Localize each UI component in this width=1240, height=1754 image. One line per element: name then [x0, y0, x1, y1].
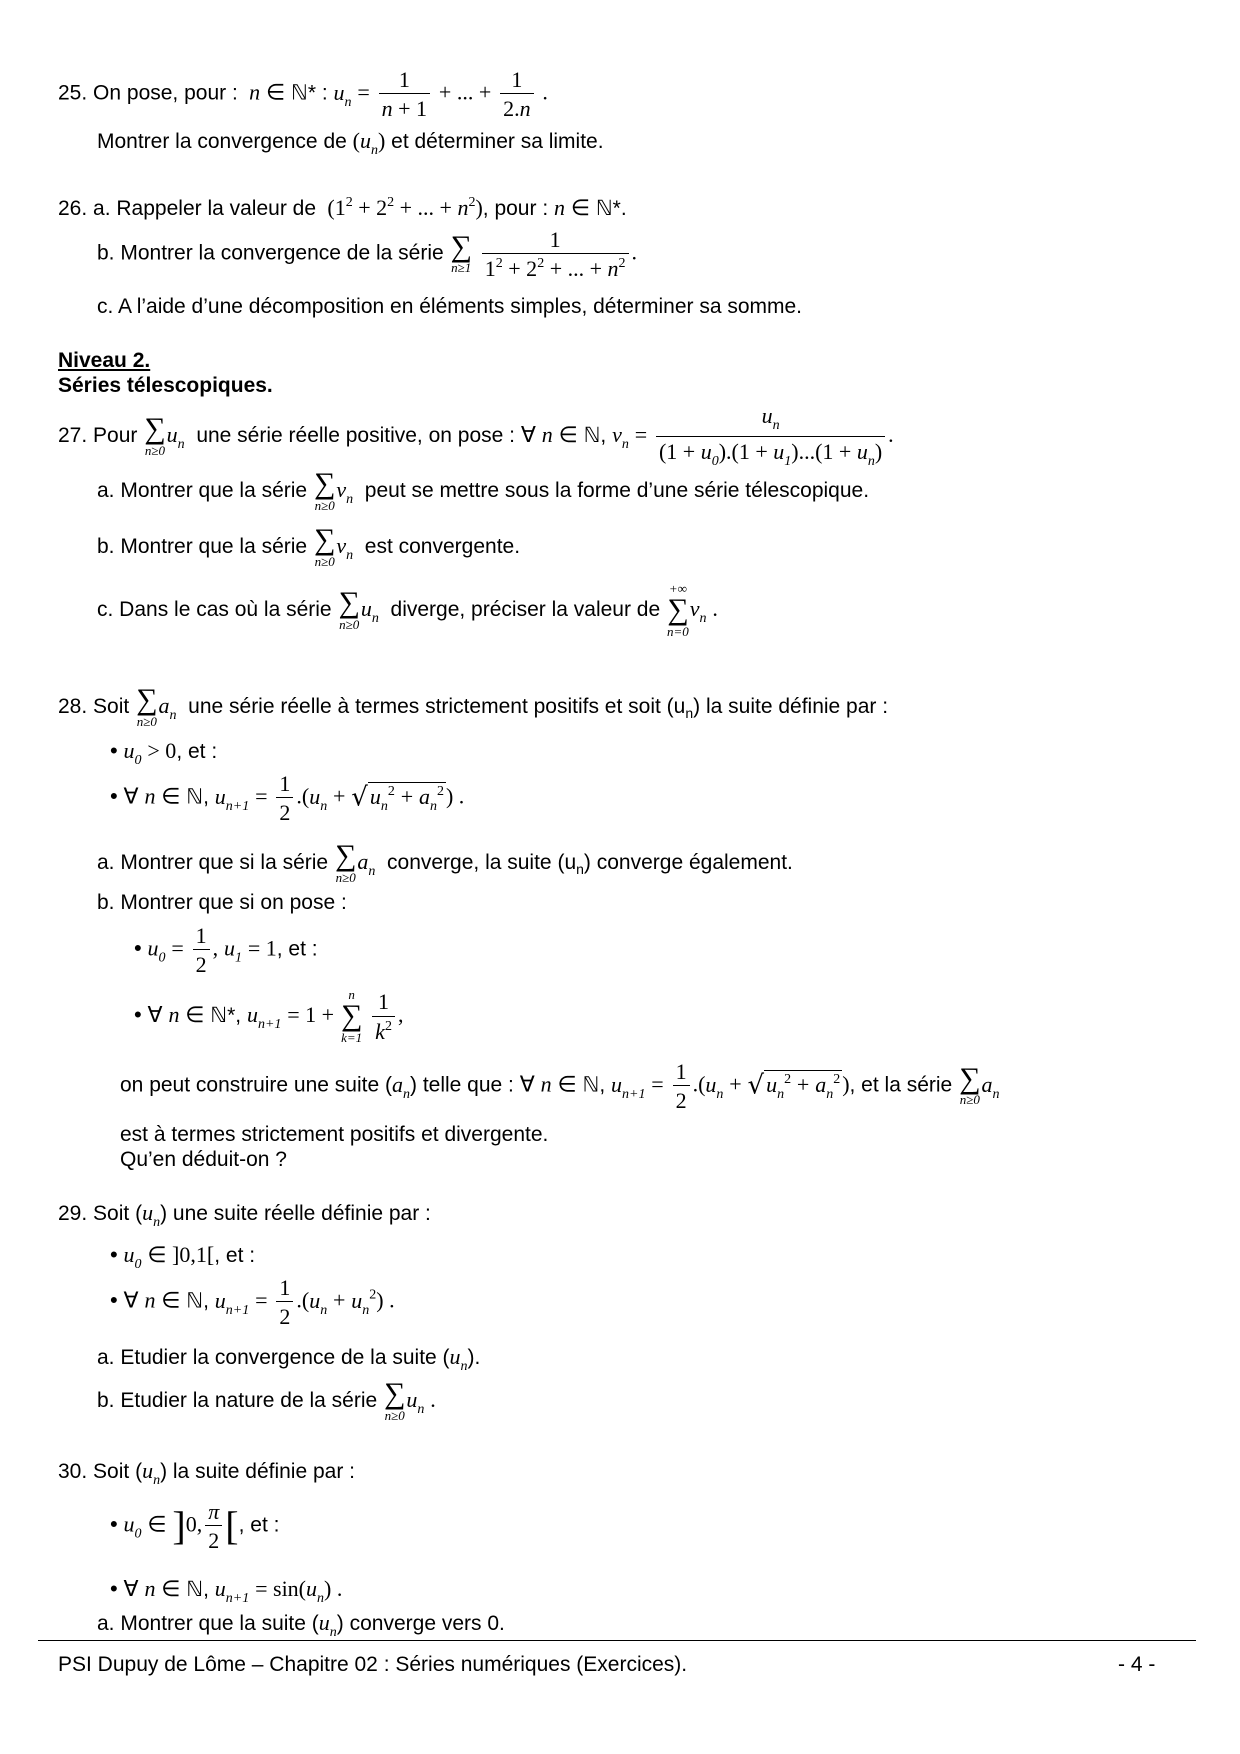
ex30-bullet2: • ∀ n ∈ ℕ, $u_{n+1} = \sin(u_n)$ .: [110, 1576, 343, 1606]
ex28-end2: Qu’en déduit-on ?: [120, 1148, 287, 1171]
ex25-question: Montrer la convergence de $(u_n)$ et déterminer sa limite.: [97, 128, 604, 158]
ex28-bullet2: • ∀ n ∈ ℕ, $u_{n+1}$ = $\frac{1}{2}$ $.(u_n + √u_n^2 + a_n^2)$ .: [110, 771, 465, 826]
exercise-number: 29.: [58, 1202, 88, 1225]
ex29-b: b. Etudier la nature de la série ∑ n≥0 $u_n$ .: [97, 1377, 436, 1423]
ex28-b-bullet1: • $u_0$ = $\frac{1}{2}$ , $u_1 = 1$, et :: [134, 923, 318, 978]
ex29-a: a. Etudier la convergence de la suite $(u_n)$.: [97, 1344, 481, 1374]
ex28-bullet1: • $u_0 > 0$, et :: [110, 738, 218, 768]
ex30-a: a. Montrer que la suite $(u_n)$ converge vers 0.: [97, 1610, 505, 1640]
ex27-line1: 27. Pour ∑ n≥0 $u_n$ une série réelle positive, on pose : ∀ n ∈ ℕ, $v_n$ = $\frac{u_n}{(1 + u_0).(1 + u_1)...(1 + u_n)}$ .: [58, 403, 894, 469]
section-title: Niveau 2.: [58, 349, 151, 372]
ex26-a: 26. a. Rappeler la valeur de ($1^2 + 2^2$ + ... + $n^2$), pour : n ∈ ℕ*.: [58, 195, 627, 220]
exercise-number: 25.: [58, 81, 88, 105]
footer-text: PSI Dupuy de Lôme – Chapitre 02 : Séries numériques (Exercices).: [58, 1653, 688, 1676]
ex25-line1: 25. On pose, pour : n ∈ ℕ* : $u_n$ = $\frac{1}{n + 1}$ + ... + $\frac{1}{2.n}$ .: [58, 67, 548, 122]
ex27-b: b. Montrer que la série ∑ n≥0 $v_n$ est convergente.: [97, 523, 521, 569]
ex30-bullet1: • $u_0$ ∈ ]0, $\frac{\pi}{2}$ [, et :: [110, 1499, 280, 1554]
page-number: - 4 -: [1118, 1653, 1156, 1676]
ex26-b: b. Montrer la convergence de la série ∑ n≥1 $\frac{1}{1^2 + 2^2 + ... + n^2}$ .: [97, 227, 638, 282]
exercise-number: 27.: [58, 424, 88, 448]
ex30-line1: 30. Soit $(u_n)$ la suite définie par :: [58, 1458, 355, 1488]
ex28-construct: on peut construire une suite $(a_n)$ telle que : ∀ n ∈ ℕ, $u_{n+1}$ = $\frac{1}{2}$ $.(u_n + √u_n^2 + a_n^2)$, et la série ∑ n≥0 $a_n$: [120, 1059, 1000, 1114]
ex28-end1: est à termes strictement positifs et divergente.: [120, 1123, 549, 1146]
ex28-line1: 28. Soit ∑ n≥0 $a_n$ une série réelle à termes strictement positifs et soit $(u_n)$ la suite définie par :: [58, 683, 889, 729]
exercise-number: 28.: [58, 694, 88, 718]
ex27-a: a. Montrer que la série ∑ n≥0 $v_n$ peut se mettre sous la forme d’une série télescopique.: [97, 467, 870, 513]
footer-rule: [38, 1640, 1196, 1641]
ex29-bullet2: • ∀ n ∈ ℕ, $u_{n+1}$ = $\frac{1}{2}$ $.(u_n + u_n^2)$ .: [110, 1275, 395, 1330]
ex28-a: a. Montrer que si la série ∑ n≥0 $a_n$ converge, la suite $(u_n)$ converge également.: [97, 839, 793, 885]
ex28-b: b. Montrer que si on pose :: [97, 891, 347, 914]
section-subtitle: Séries télescopiques.: [58, 374, 273, 397]
ex27-c: c. Dans le cas où la série ∑ n≥0 $u_n$ diverge, préciser la valeur de +∞ ∑ n=0 $v_n$ .: [97, 581, 718, 639]
ex28-b-bullet2: • ∀ n ∈ ℕ*, $u_{n+1} = 1$ + n ∑ k=1 $\frac{1}{k^2}$ ,: [134, 987, 404, 1045]
exercise-number: 30.: [58, 1460, 88, 1483]
ex29-bullet1: • $u_0$ ∈ ]0,1[, et :: [110, 1242, 256, 1272]
ex26-c: c. A l’aide d’une décomposition en éléments simples, déterminer sa somme.: [97, 295, 803, 318]
exercise-number: 26.: [58, 197, 88, 220]
ex29-line1: 29. Soit $(u_n)$ une suite réelle définie par :: [58, 1200, 431, 1230]
